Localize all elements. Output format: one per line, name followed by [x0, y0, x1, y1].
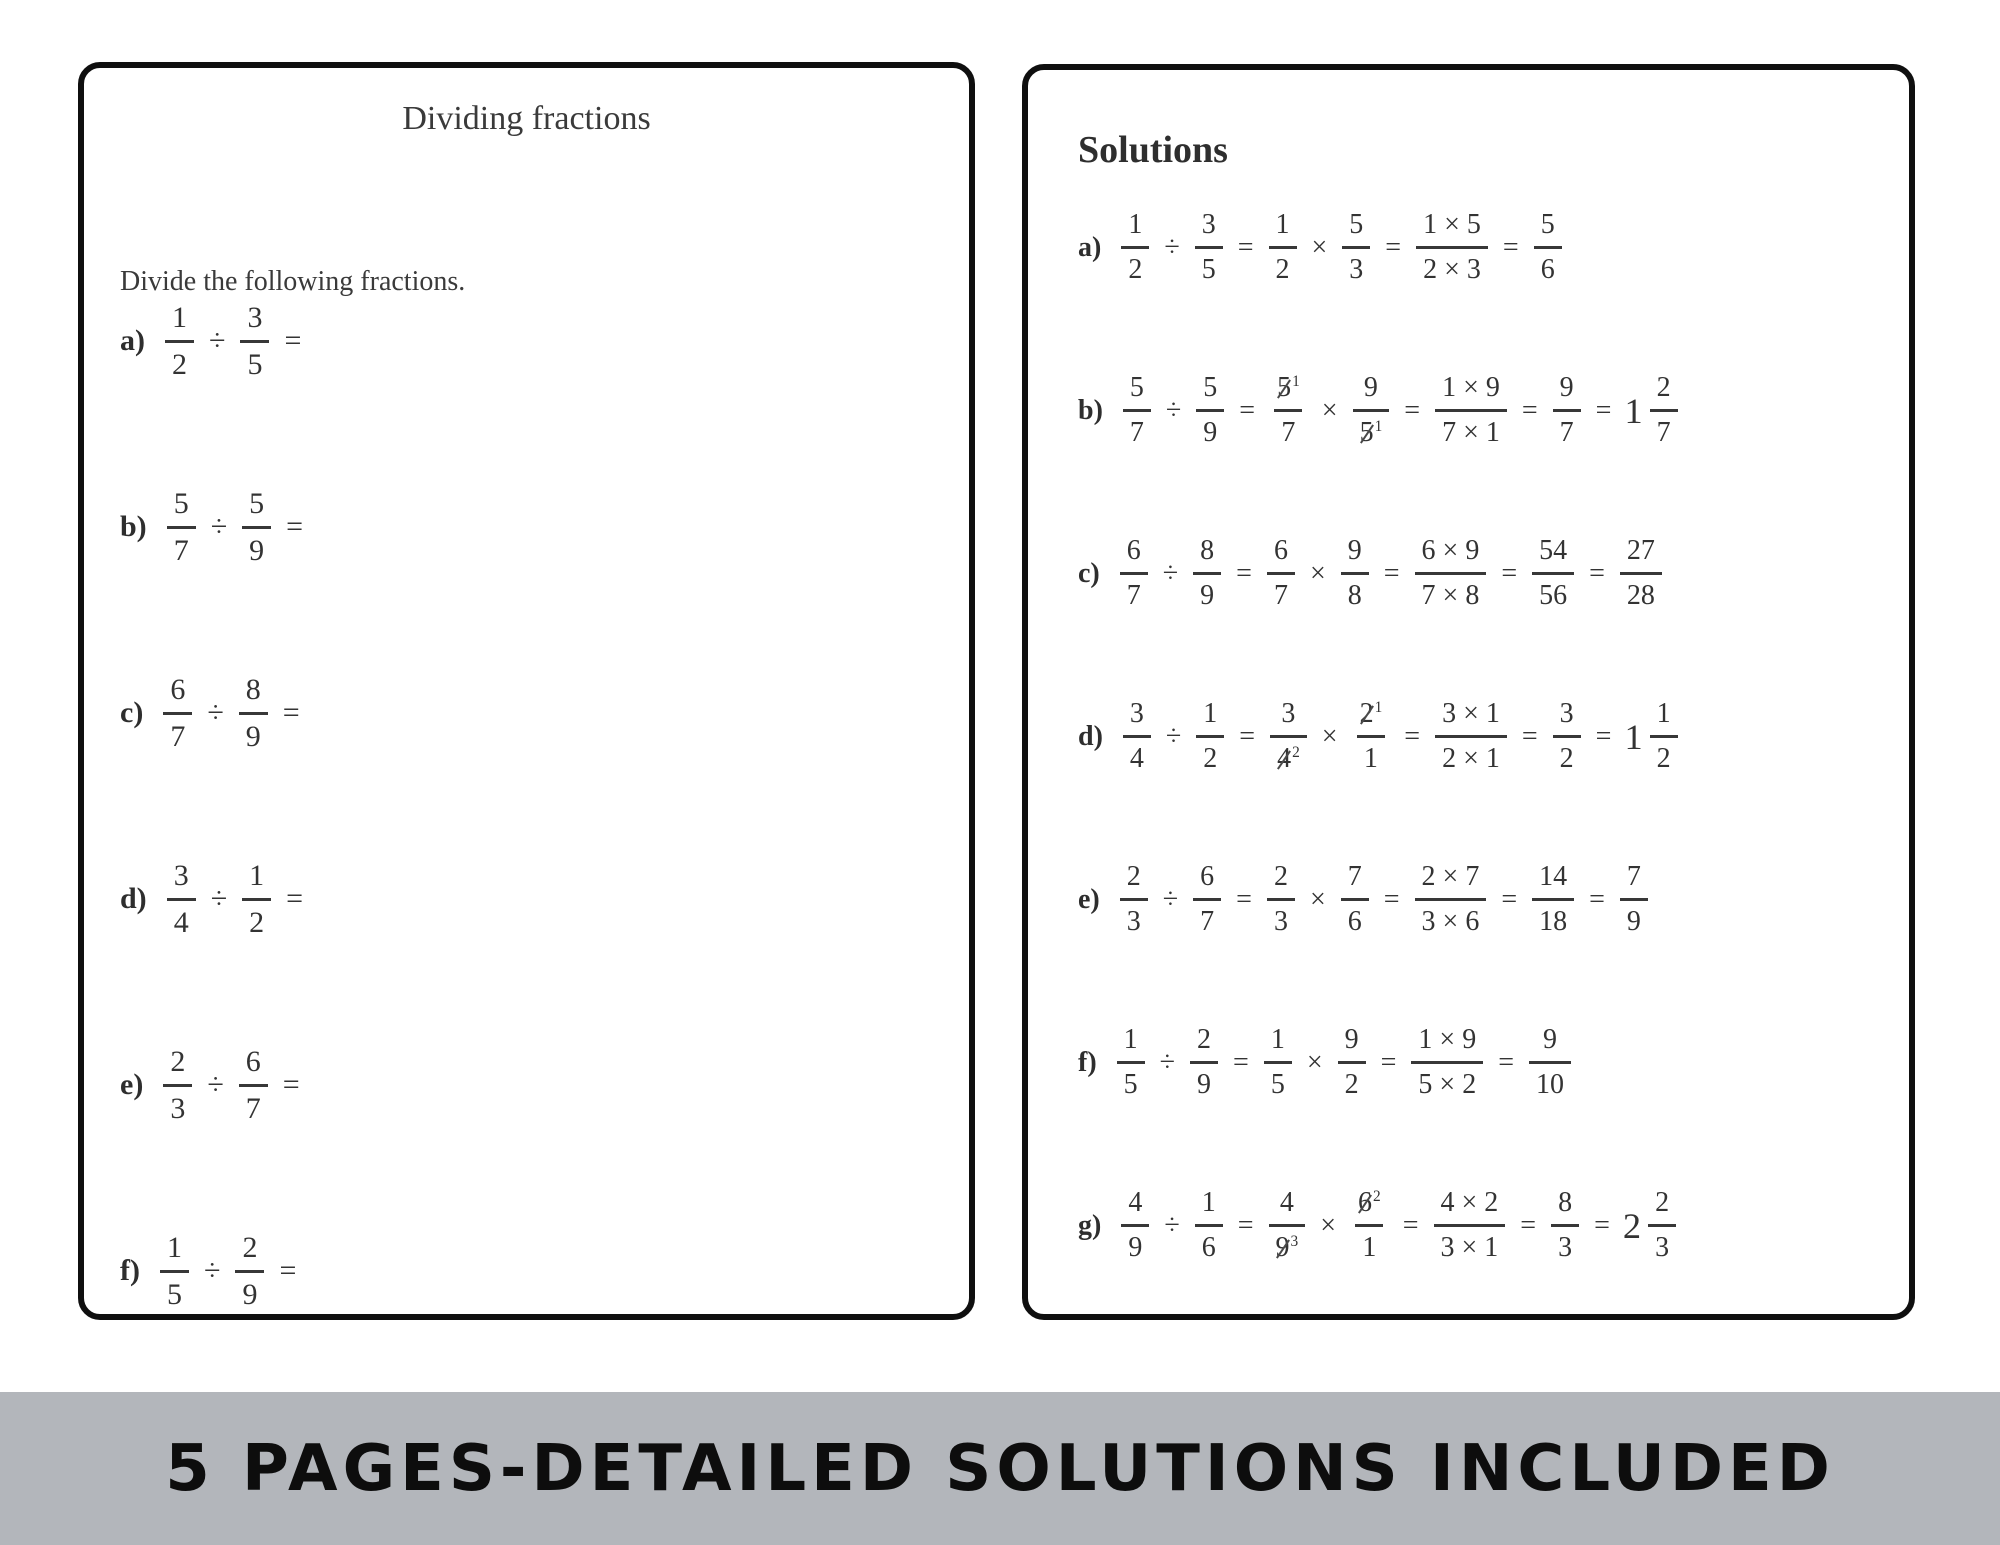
numerator: 4 [1128, 1187, 1143, 1218]
numerator: 5 [1129, 372, 1144, 403]
denominator: 3 [1648, 1224, 1676, 1264]
numerator: 9 [1559, 372, 1574, 403]
numerator: 9 [1344, 1024, 1359, 1055]
fraction [1341, 861, 1369, 938]
denominator: 9 [1193, 572, 1221, 612]
numerator: 54 [1539, 535, 1568, 566]
denominator: 1 [1357, 735, 1385, 775]
denominator: 7 [1193, 898, 1221, 938]
denominator: 7 [1553, 409, 1581, 449]
denominator [1270, 735, 1307, 775]
problem-row [120, 806, 953, 992]
numerator: 7 [1347, 861, 1362, 892]
denominator: 3 [163, 1084, 192, 1126]
denominator: 3 × 1 [1434, 1224, 1506, 1264]
divide-operator: ÷ [207, 1068, 224, 1101]
equals-sign: = [1501, 883, 1518, 915]
numerator: 2 [1126, 861, 1141, 892]
denominator: 4 [167, 898, 196, 940]
item-label: e) [1078, 883, 1100, 915]
equals-sign: = [1595, 394, 1612, 426]
equals-sign: = [1383, 557, 1400, 589]
denominator [1269, 1224, 1306, 1264]
denominator: 2 × 3 [1416, 246, 1488, 286]
denominator: 7 × 8 [1415, 572, 1487, 612]
item-label: f) [120, 1254, 140, 1287]
fraction [1193, 861, 1221, 938]
denominator: 10 [1529, 1061, 1571, 1101]
denominator: 5 × 2 [1411, 1061, 1483, 1101]
equals-sign: = [284, 324, 302, 357]
fraction [1351, 1187, 1388, 1264]
problem-row [120, 434, 953, 620]
numerator: 2 [1656, 372, 1671, 403]
fraction [1434, 1187, 1506, 1264]
equals-sign: = [1520, 1209, 1537, 1241]
numerator: 8 [1200, 535, 1215, 566]
divide-operator: ÷ [203, 1254, 221, 1287]
denominator: 7 [1274, 409, 1302, 449]
denominator: 2 [1338, 1061, 1366, 1101]
numerator: 4 [1279, 1186, 1294, 1218]
numerator: 1 × 9 [1442, 372, 1500, 403]
fraction [1353, 698, 1390, 775]
denominator: 7 [167, 526, 196, 568]
whole-number: 2 [1622, 1205, 1642, 1246]
numerator: 2 [170, 1044, 186, 1078]
fraction [1120, 535, 1148, 612]
equals-sign: = [282, 696, 300, 729]
denominator: 2 × 1 [1435, 735, 1507, 775]
denominator: 7 [239, 1084, 268, 1126]
numerator: 3 [1201, 209, 1216, 240]
divide-operator: ÷ [207, 696, 224, 729]
divide-operator: ÷ [1162, 557, 1179, 589]
item-label: e) [120, 1068, 144, 1101]
worksheet-instruction: Divide the following fractions. [120, 266, 466, 297]
fraction [167, 487, 196, 568]
fraction [1648, 1187, 1676, 1264]
equals-sign: = [1239, 394, 1256, 426]
solution-row [1078, 818, 1889, 981]
denominator: 5 [1264, 1061, 1292, 1101]
fraction [1415, 535, 1487, 612]
numerator [1351, 1187, 1388, 1224]
fraction [1435, 372, 1507, 449]
denominator: 6 [1341, 898, 1369, 938]
equals-sign: = [1498, 1046, 1515, 1078]
fraction [1121, 1187, 1149, 1264]
denominator: 9 [1196, 409, 1224, 449]
denominator: 2 [242, 898, 271, 940]
numerator: 5 [1540, 209, 1555, 240]
denominator: 7 × 1 [1435, 409, 1507, 449]
denominator: 9 [1121, 1224, 1149, 1264]
denominator: 3 × 6 [1415, 898, 1487, 938]
denominator: 3 [1120, 898, 1148, 938]
equals-sign: = [1404, 720, 1421, 752]
divide-operator: ÷ [1159, 1046, 1176, 1078]
equals-sign: = [1385, 231, 1402, 263]
numerator: 1 [172, 300, 187, 334]
fraction [1270, 372, 1307, 449]
banner [0, 1392, 2000, 1545]
numerator: 6 [1126, 535, 1141, 566]
fraction [1117, 1024, 1145, 1101]
cancelled-digit: 4 [1277, 743, 1292, 775]
fraction [1123, 698, 1151, 775]
item-label: c) [1078, 557, 1100, 589]
fraction [163, 1045, 192, 1126]
fraction [1532, 861, 1574, 938]
item-label: g) [1078, 1209, 1102, 1241]
cancel-superscript: 3 [1290, 1232, 1299, 1250]
numerator: 5 [1349, 209, 1364, 240]
numerator [1353, 698, 1390, 735]
cancel-superscript: 1 [1374, 417, 1383, 435]
equals-sign: = [1239, 720, 1256, 752]
fraction [167, 859, 196, 940]
fraction [1415, 861, 1487, 938]
numerator: 5 [1203, 372, 1218, 403]
divide-operator: ÷ [1162, 883, 1179, 915]
fraction [1650, 698, 1678, 775]
numerator: 5 [249, 486, 265, 520]
fraction [1551, 1187, 1579, 1264]
denominator [1353, 409, 1390, 449]
numerator: 3 [1559, 698, 1574, 729]
fraction [1338, 1024, 1366, 1101]
divide-operator: ÷ [210, 882, 228, 915]
numerator: 2 [1273, 861, 1288, 892]
fraction [165, 301, 194, 382]
banner-text: 5 PAGES-DETAILED SOLUTIONS INCLUDED [165, 1431, 1835, 1506]
numerator: 2 × 7 [1421, 861, 1480, 892]
fraction [239, 1045, 268, 1126]
solution-list [1078, 166, 1889, 1307]
numerator: 8 [1558, 1187, 1573, 1218]
equals-sign: = [1589, 557, 1605, 589]
fraction [1193, 535, 1221, 612]
fraction [1269, 1187, 1306, 1264]
fraction [1620, 535, 1662, 612]
fraction [1123, 372, 1151, 449]
denominator: 18 [1532, 898, 1574, 938]
numerator: 6 [1273, 535, 1288, 566]
solution-row [1078, 655, 1889, 818]
multiply-operator: × [1309, 883, 1326, 915]
numerator: 3 × 1 [1442, 698, 1500, 729]
fraction [1529, 1024, 1571, 1101]
denominator: 6 [1195, 1224, 1223, 1264]
equals-sign: = [1380, 1046, 1397, 1078]
numerator: 14 [1539, 861, 1568, 892]
problem-row [120, 248, 953, 434]
numerator: 1 [1128, 209, 1143, 240]
numerator: 1 [1275, 209, 1290, 240]
numerator: 2 [242, 1230, 258, 1264]
cancel-superscript: 1 [1374, 698, 1383, 716]
numerator [1270, 372, 1307, 409]
denominator: 9 [242, 526, 271, 568]
fraction [1120, 861, 1148, 938]
fraction [242, 487, 271, 568]
cancel-superscript: 1 [1292, 372, 1300, 390]
denominator: 3 [1267, 898, 1295, 938]
cancelled-digit: 9 [1275, 1232, 1290, 1264]
fraction [1532, 535, 1574, 612]
equals-sign: = [1402, 1209, 1419, 1241]
numerator: 1 × 9 [1418, 1024, 1477, 1055]
problem-row [120, 1178, 953, 1364]
fraction [1353, 372, 1390, 449]
numerator: 3 [1281, 697, 1296, 729]
equals-sign: = [1404, 394, 1421, 426]
fraction [1196, 698, 1224, 775]
denominator: 9 [239, 712, 268, 754]
equals-sign: = [286, 882, 304, 915]
item-label: b) [120, 510, 147, 543]
equals-sign: = [1589, 883, 1605, 915]
equals-sign: = [1501, 557, 1518, 589]
equals-sign: = [1236, 557, 1252, 589]
whole-number: 1 [1624, 716, 1643, 757]
divide-operator: ÷ [1165, 720, 1182, 752]
solution-row [1078, 981, 1889, 1144]
cancel-superscript: 2 [1373, 1187, 1381, 1205]
whole-number: 1 [1624, 390, 1643, 431]
cancelled-digit: 5 [1277, 372, 1292, 404]
fraction [1553, 372, 1581, 449]
fraction [160, 1231, 189, 1312]
numerator: 6 [1200, 861, 1215, 892]
fraction [1416, 209, 1488, 286]
equals-sign: = [1521, 394, 1538, 426]
numerator: 1 [166, 1230, 182, 1264]
fraction [1553, 698, 1581, 775]
denominator: 2 [165, 340, 194, 382]
denominator: 28 [1620, 572, 1662, 612]
multiply-operator: × [1311, 231, 1328, 263]
numerator: 3 [1129, 698, 1144, 729]
denominator: 8 [1341, 572, 1369, 612]
numerator: 4 × 2 [1440, 1187, 1499, 1218]
equals-sign: = [1502, 231, 1519, 263]
divide-operator: ÷ [1165, 394, 1182, 426]
fraction [1534, 209, 1562, 286]
numerator: 2 [1197, 1024, 1212, 1055]
fraction [235, 1231, 264, 1312]
numerator: 9 [1347, 535, 1362, 566]
fraction [1411, 1024, 1483, 1101]
numerator: 1 × 5 [1423, 209, 1481, 240]
denominator: 5 [240, 340, 269, 382]
numerator: 5 [173, 486, 189, 520]
numerator: 3 [173, 858, 189, 892]
equals-sign: = [1233, 1046, 1249, 1078]
fraction [242, 859, 271, 940]
denominator: 7 [1123, 409, 1151, 449]
equals-sign: = [282, 1068, 300, 1101]
numerator: 1 [249, 858, 265, 892]
fraction [1267, 535, 1295, 612]
multiply-operator: × [1321, 720, 1338, 752]
cancel-superscript: 2 [1292, 743, 1300, 761]
denominator: 7 [1120, 572, 1148, 612]
divide-operator: ÷ [210, 510, 228, 543]
worksheet-page [78, 62, 975, 1320]
numerator: 9 [1363, 371, 1378, 403]
numerator: 2 [1655, 1187, 1670, 1218]
numerator: 1 [1270, 1024, 1285, 1055]
equals-sign: = [286, 510, 304, 543]
cancelled-digit: 5 [1359, 417, 1374, 449]
fraction [163, 673, 192, 754]
denominator: 7 [1267, 572, 1295, 612]
denominator: 5 [160, 1270, 189, 1312]
numerator: 3 [247, 300, 263, 334]
divide-operator: ÷ [209, 324, 226, 357]
numerator: 1 [1203, 698, 1218, 729]
fraction [1269, 209, 1297, 286]
fraction [240, 301, 269, 382]
equals-sign: = [1521, 720, 1538, 752]
denominator: 9 [1620, 898, 1648, 938]
cancelled-digit: 6 [1358, 1187, 1372, 1219]
denominator: 5 [1117, 1061, 1145, 1101]
fraction [1196, 372, 1224, 449]
denominator: 56 [1532, 572, 1574, 612]
numerator: 7 [1626, 861, 1641, 892]
fraction [1190, 1024, 1218, 1101]
solutions-page [1022, 64, 1915, 1320]
fraction [1270, 698, 1307, 775]
numerator: 1 [1123, 1024, 1138, 1055]
problem-row [120, 620, 953, 806]
denominator: 9 [1190, 1061, 1218, 1101]
fraction [1342, 209, 1370, 286]
solutions-heading: Solutions [1078, 129, 1228, 171]
fraction [1620, 861, 1648, 938]
item-label: a) [1078, 231, 1102, 263]
multiply-operator: × [1321, 394, 1338, 426]
denominator: 6 [1534, 246, 1562, 286]
divide-operator: ÷ [1164, 1209, 1180, 1241]
numerator: 6 × 9 [1421, 535, 1480, 566]
denominator: 2 [1269, 246, 1297, 286]
denominator: 7 [163, 712, 192, 754]
item-label: d) [120, 882, 147, 915]
fraction [1650, 372, 1678, 449]
item-label: a) [120, 324, 145, 357]
solution-row [1078, 1144, 1889, 1307]
fraction [239, 673, 268, 754]
denominator: 2 [1196, 735, 1224, 775]
worksheet-title: Dividing fractions [402, 100, 651, 137]
denominator: 3 [1551, 1224, 1579, 1264]
problem-row [120, 992, 953, 1178]
multiply-operator: × [1320, 1209, 1336, 1241]
fraction [1195, 209, 1223, 286]
multiply-operator: × [1306, 1046, 1323, 1078]
fraction [1341, 535, 1369, 612]
solution-row [1078, 329, 1889, 492]
numerator: 1 [1656, 698, 1671, 729]
equals-sign: = [1237, 1209, 1254, 1241]
item-label: f) [1078, 1046, 1097, 1078]
denominator: 2 [1650, 735, 1678, 775]
equals-sign: = [279, 1254, 297, 1287]
numerator: 27 [1626, 535, 1655, 566]
multiply-operator: × [1309, 557, 1326, 589]
solution-row [1078, 492, 1889, 655]
denominator: 4 [1123, 735, 1151, 775]
denominator: 3 [1342, 246, 1370, 286]
denominator: 1 [1355, 1224, 1383, 1264]
fraction [1435, 698, 1507, 775]
denominator: 7 [1650, 409, 1678, 449]
denominator: 9 [235, 1270, 264, 1312]
numerator: 9 [1543, 1024, 1558, 1055]
numerator: 8 [245, 672, 261, 706]
equals-sign: = [1383, 883, 1400, 915]
equals-sign: = [1594, 1209, 1610, 1241]
fraction [1264, 1024, 1292, 1101]
item-label: c) [120, 696, 144, 729]
denominator: 2 [1553, 735, 1581, 775]
item-label: d) [1078, 720, 1103, 752]
fraction [1267, 861, 1295, 938]
denominator: 5 [1195, 246, 1223, 286]
solution-row [1078, 166, 1889, 329]
divide-operator: ÷ [1164, 231, 1180, 263]
fraction [1195, 1187, 1223, 1264]
fraction [1121, 209, 1149, 286]
item-label: b) [1078, 394, 1103, 426]
numerator: 6 [245, 1044, 261, 1078]
problem-list [120, 248, 953, 1364]
equals-sign: = [1595, 720, 1612, 752]
numerator: 6 [170, 672, 186, 706]
numerator: 1 [1201, 1187, 1216, 1218]
equals-sign: = [1237, 231, 1254, 263]
equals-sign: = [1236, 883, 1252, 915]
denominator: 2 [1121, 246, 1149, 286]
cancelled-digit: 2 [1359, 698, 1374, 730]
